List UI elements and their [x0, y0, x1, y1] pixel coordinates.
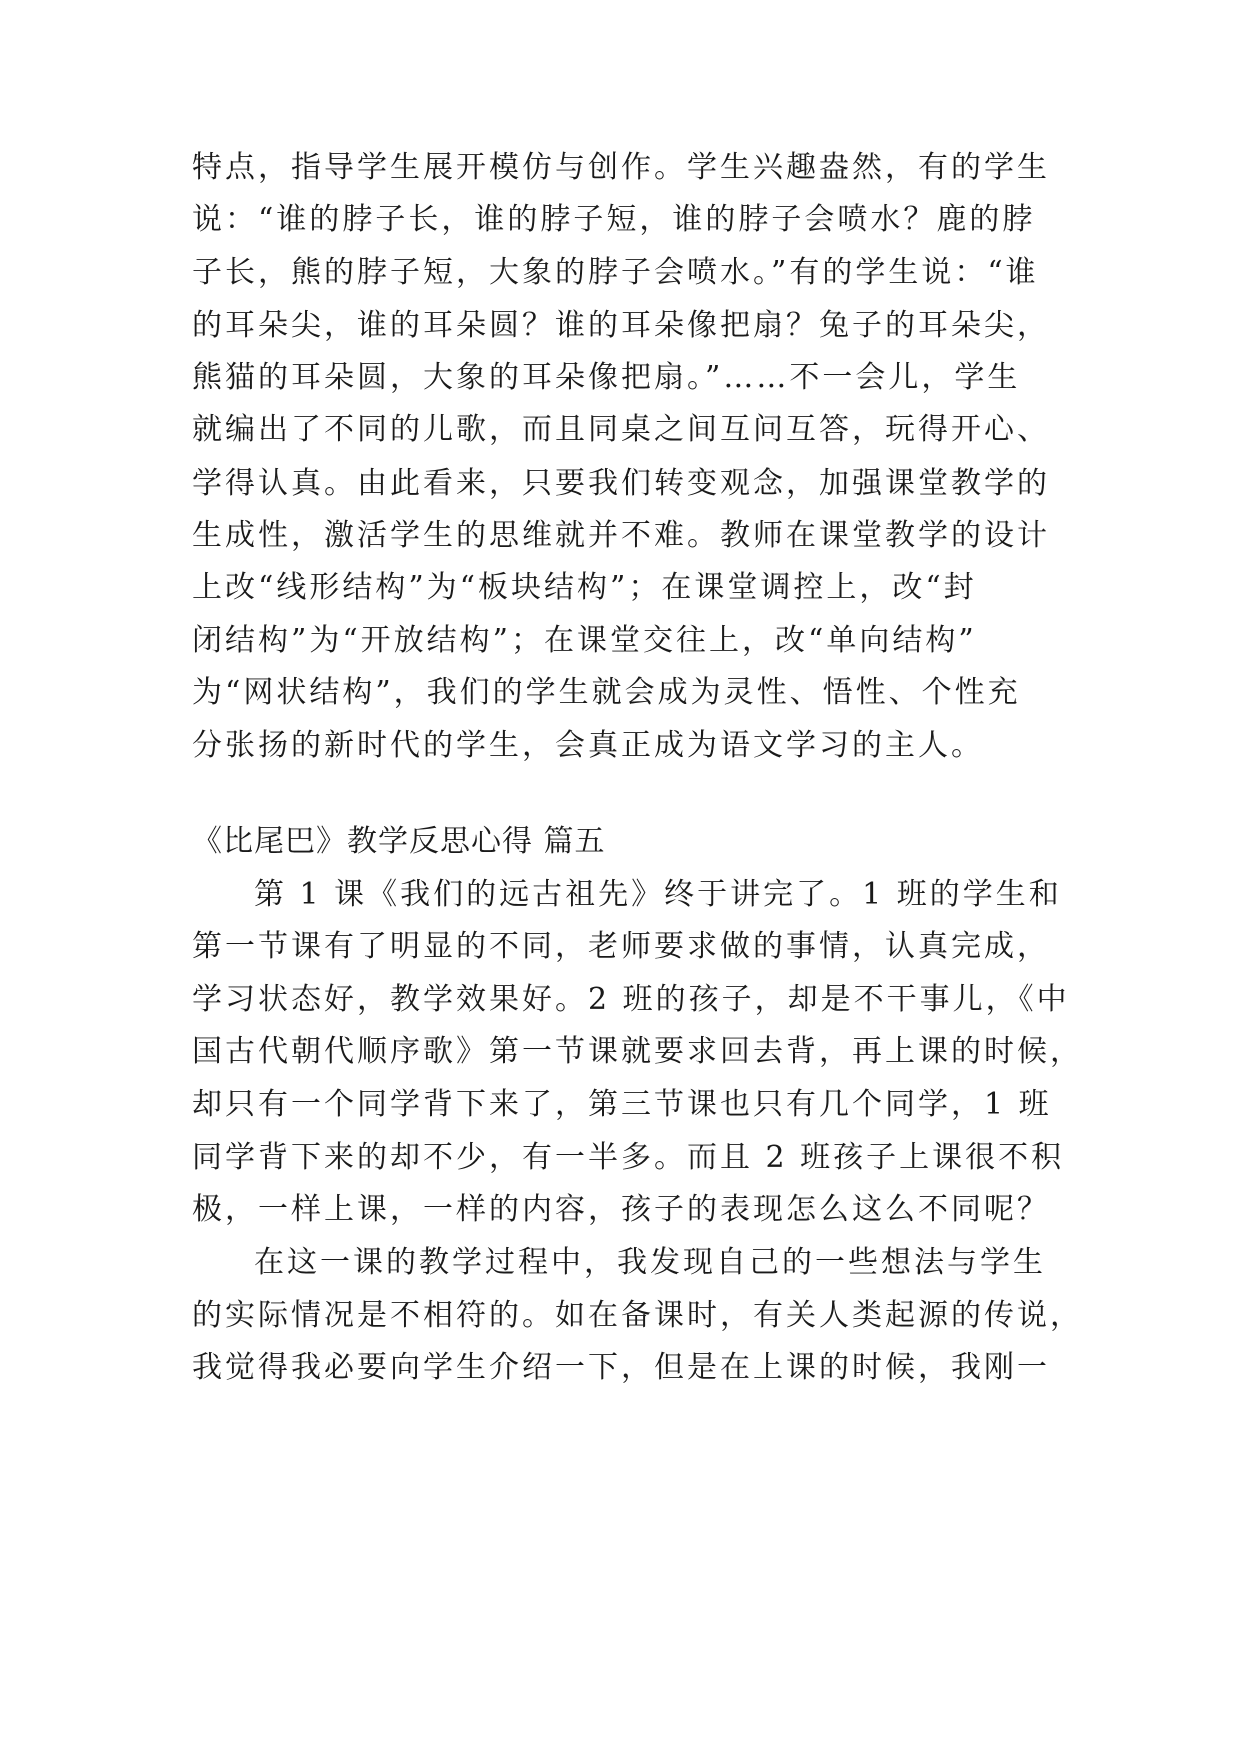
body-line: 特点，指导学生展开模仿与创作。学生兴趣盎然，有的学生: [192, 150, 1050, 185]
paragraph-line: 国古代朝代顺序歌》第一节课就要求回去背，再上课的时候，: [192, 1034, 1083, 1069]
paragraph-line: 同学背下来的却不少，有一半多。而且 2 班孩子上课很不积: [192, 1140, 1065, 1175]
body-line: 为“网状结构”，我们的学生就会成为灵性、悟性、个性充: [192, 675, 1021, 710]
body-line: 分张扬的新时代的学生，会真正成为语文学习的主人。: [192, 728, 984, 763]
body-line: 熊猫的耳朵圆，大象的耳朵像把扇。”……不一会儿，学生: [192, 360, 1021, 395]
body-line: 说：“谁的脖子长，谁的脖子短，谁的脖子会喷水？鹿的脖: [192, 202, 1036, 237]
body-line: 学得认真。由此看来，只要我们转变观念，加强课堂教学的: [192, 466, 1050, 501]
paragraph-line: 却只有一个同学背下来了，第三节课也只有几个同学，1 班: [192, 1087, 1052, 1122]
section-heading: 《比尾巴》教学反思心得 篇五: [192, 824, 606, 859]
paragraph-line: 极，一样上课，一样的内容，孩子的表现怎么这么不同呢？: [192, 1192, 1050, 1227]
body-line: 生成性，激活学生的思维就并不难。教师在课堂教学的设计: [192, 518, 1050, 553]
paragraph-line: 的实际情况是不相符的。如在备课时，有关人类起源的传说，: [192, 1298, 1083, 1333]
paragraph-line: 学习状态好，教学效果好。2 班的孩子，却是不干事儿，《中: [192, 982, 1070, 1017]
body-line: 就编出了不同的儿歌，而且同桌之间互问互答，玩得开心、: [192, 412, 1050, 447]
paragraph-line: 在这一课的教学过程中，我发现自己的一些想法与学生: [254, 1245, 1046, 1280]
body-line: 闭结构”为“开放结构”；在课堂交往上，改“单向结构”: [192, 623, 977, 658]
body-line: 子长，熊的脖子短，大象的脖子会喷水。”有的学生说：“谁: [192, 255, 1039, 290]
paragraph-line: 第一节课有了明显的不同，老师要求做的事情，认真完成，: [192, 929, 1050, 964]
body-line: 上改“线形结构”为“板块结构”；在课堂调控上，改“封: [192, 570, 977, 605]
paragraph-line: 第 1 课《我们的远古祖先》终于讲完了。1 班的学生和: [254, 877, 1062, 912]
body-line: 的耳朵尖，谁的耳朵圆？谁的耳朵像把扇？兔子的耳朵尖，: [192, 308, 1050, 343]
paragraph-line: 我觉得我必要向学生介绍一下，但是在上课的时候，我刚一: [192, 1350, 1050, 1385]
